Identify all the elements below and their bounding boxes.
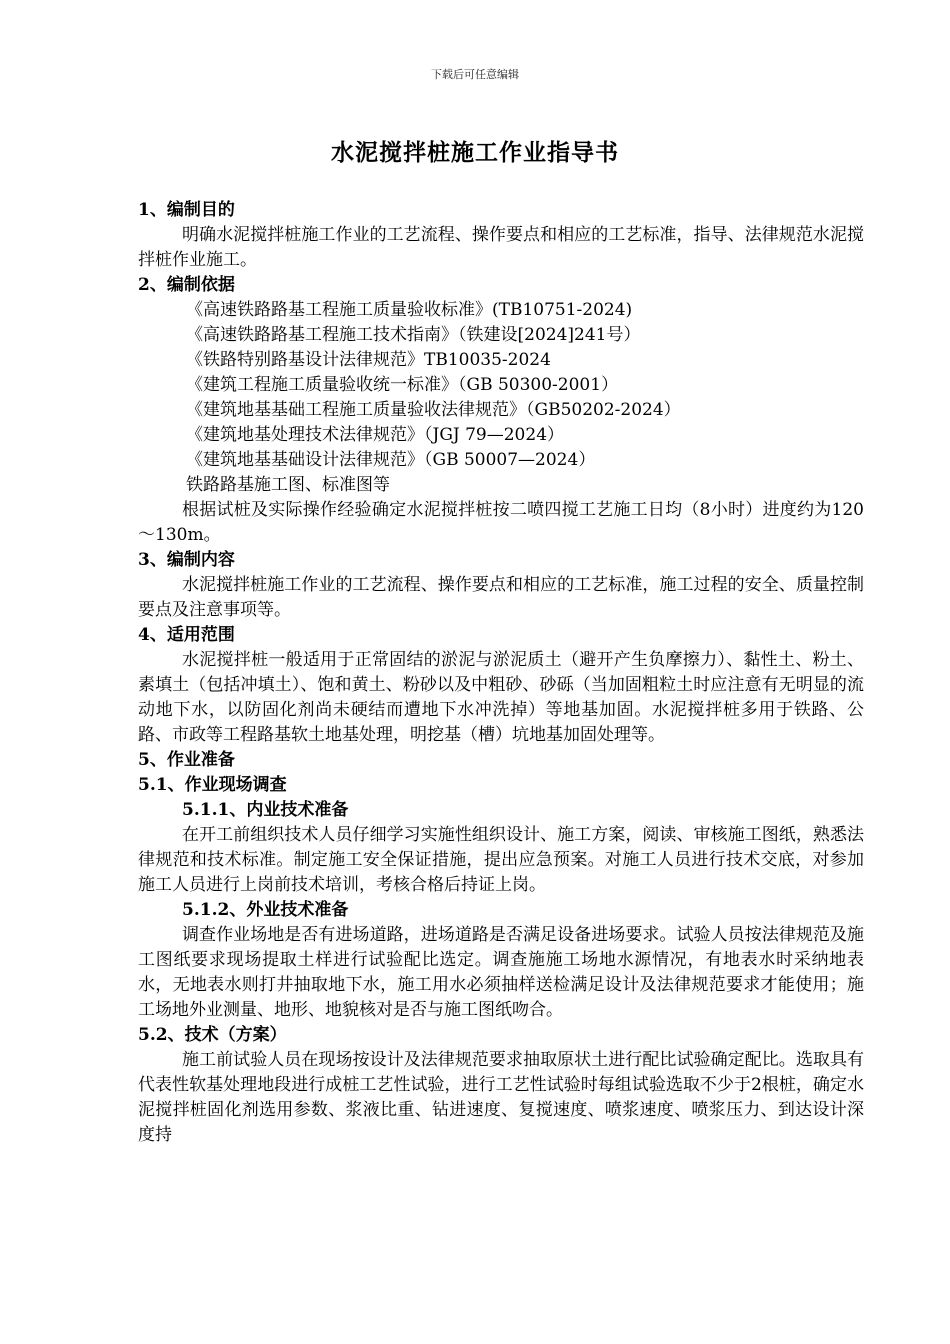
header-note: 下载后可任意编辑 [431,68,519,81]
section-4-paragraph: 水泥搅拌桩一般适用于正常固结的淤泥与淤泥质土（避开产生负摩擦力）、黏性土、粉土、素填土（包括冲填土）、饱和黄土、粉砂以及中粗砂、砂砾（当加固粗粒土时应注意有无明显的流动地下水，以防固化剂尚未硬结而遭地下水冲洗掉）等地基加固。水泥搅拌桩多用于铁路、公路、市政等工程路基软土地基处理，明挖基（槽）坑地基加固处理等。 [138,650,864,745]
section-3-paragraph: 水泥搅拌桩施工作业的工艺流程、操作要点和相应的工艺标准，施工过程的安全、质量控制要点及注意事项等。 [138,575,864,620]
section-5-1-2-heading: 5.1.2、外业技术准备 [182,900,349,920]
section-5-1-heading: 5.1、作业现场调查 [138,775,287,795]
section-5-2-paragraph: 施工前试验人员在现场按设计及法律规范要求抽取原状土进行配比试验确定配比。选取具有代表性软基处理地段进行成桩工艺性试验，进行工艺性试验时每组试验选取不少于2根桩，确定水泥搅拌桩固化剂选用参数、浆液比重、钻进速度、复搅速度、喷浆速度、喷浆压力、到达设计深度持 [138,1050,864,1145]
reference-item: 《建筑地基基础设计法律规范》（GB 50007—2024） [186,450,596,470]
section-5-1-1-paragraph: 在开工前组织技术人员仔细学习实施性组织设计、施工方案，阅读、审核施工图纸，熟悉法律规范和技术标准。制定施工安全保证措施，提出应急预案。对施工人员进行技术交底，对参加施工人员进行上岗前技术培训，考核合格后持证上岗。 [138,825,864,895]
section-1-heading: 1、编制目的 [138,200,235,220]
reference-item: 铁路路基施工图、标准图等 [186,475,390,495]
section-5-1-1-heading: 5.1.1、内业技术准备 [182,800,349,820]
reference-item: 《建筑工程施工质量验收统一标准》（GB 50300-2001） [186,375,619,395]
section-3-heading: 3、编制内容 [138,550,235,570]
reference-item: 《高速铁路路基工程施工质量验收标准》(TB10751-2024) [186,300,633,320]
reference-item: 《铁路特别路基设计法律规范》TB10035-2024 [186,350,551,370]
section-5-heading: 5、作业准备 [138,750,235,770]
reference-item: 《建筑地基处理技术法律规范》（JGJ 79—2024） [186,425,565,445]
section-2-heading: 2、编制依据 [138,275,235,295]
reference-item: 《高速铁路路基工程施工技术指南》（铁建设[2024]241号） [186,325,641,345]
section-5-1-2-paragraph: 调查作业场地是否有进场道路，进场道路是否满足设备进场要求。试验人员按法律规范及施工图纸要求现场提取土样进行试验配比选定。调查施施工场地水源情况，有地表水时采纳地表水，无地表水则打井抽取地下水，施工用水必须抽样送检满足设计及法律规范要求才能使用；施工场地外业测量、地形、地貌核对是否与施工图纸吻合。 [138,925,864,1020]
document-body [138,198,864,1148]
reference-item: 《建筑地基基础工程施工质量验收法律规范》（GB50202-2024） [186,400,681,420]
document-title: 水泥搅拌桩施工作业指导书 [331,139,619,166]
section-1-paragraph: 明确水泥搅拌桩施工作业的工艺流程、操作要点和相应的工艺标准，指导、法律规范水泥搅拌桩作业施工。 [138,225,864,270]
section-2-paragraph: 根据试桩及实际操作经验确定水泥搅拌桩按二喷四搅工艺施工日均（8小时）进度约为120～130m。 [138,500,864,545]
section-5-2-heading: 5.2、技术（方案） [138,1025,287,1045]
section-4-heading: 4、适用范围 [138,625,235,645]
